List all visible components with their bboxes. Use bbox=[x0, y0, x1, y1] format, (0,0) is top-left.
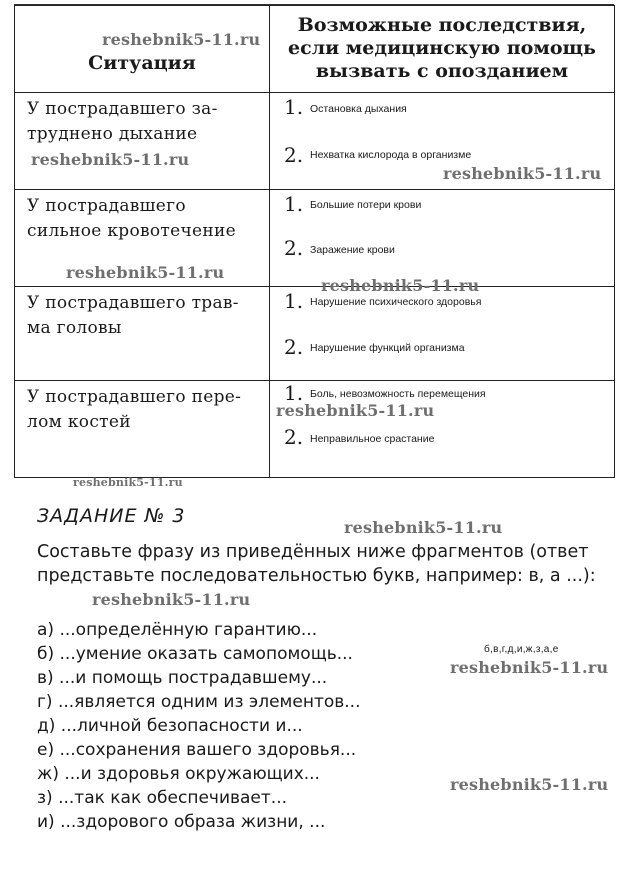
fragments-list bbox=[37, 618, 360, 834]
task-intro: Составьте фразу из приведённых ниже фрагментов (ответ представьте последовательностью букв, например: в, а ...): bbox=[37, 542, 596, 586]
list-item: ж) ...и здоровья окружающих... bbox=[37, 764, 320, 784]
list-item: е) ...сохранения вашего здоровья... bbox=[37, 740, 357, 760]
situation-cell: У пострадавшего сильное кровотечение bbox=[15, 190, 270, 287]
watermark: reshebnik5-11.ru bbox=[66, 263, 225, 282]
consequences-cell: 1. Боль, невозможность перемещения 2. Неправильное срастание bbox=[270, 381, 615, 478]
list-item: а) ...определённую гарантию... bbox=[37, 620, 318, 640]
consequences-cell: 1. Остановка дыхания 2. Нехватка кислорода в организме bbox=[270, 93, 615, 190]
list-item: и) ...здорового образа жизни, ... bbox=[37, 812, 326, 832]
watermark: reshebnik5-11.ru bbox=[92, 590, 251, 609]
situation-cell: У пострадавшего за- труднено дыхание bbox=[15, 93, 270, 190]
watermark: reshebnik5-11.ru bbox=[450, 658, 609, 677]
list-item: б) ...умение оказать самопомощь... bbox=[37, 644, 353, 664]
table-row bbox=[15, 381, 615, 478]
watermark: reshebnik5-11.ru bbox=[31, 150, 190, 169]
consequences-cell: 1. Большие потери крови 2. Заражение крови bbox=[270, 190, 615, 287]
watermark: reshebnik5-11.ru bbox=[344, 518, 503, 537]
situation-cell: У пострадавшего пере- лом костей bbox=[15, 381, 270, 478]
watermark: reshebnik5-11.ru bbox=[450, 775, 609, 794]
watermark: reshebnik5-11.ru bbox=[73, 476, 183, 489]
table-header-row bbox=[15, 6, 615, 93]
watermark: reshebnik5-11.ru bbox=[443, 164, 602, 183]
watermark: reshebnik5-11.ru bbox=[102, 30, 261, 49]
watermark: reshebnik5-11.ru bbox=[321, 276, 480, 295]
consequences-cell: 1. Нарушение психического здоровья 2. Нарушение функций организма bbox=[270, 287, 615, 381]
watermark: reshebnik5-11.ru bbox=[276, 401, 435, 420]
situation-cell: У пострадавшего трав- ма головы bbox=[15, 287, 270, 381]
list-item: д) ...личной безопасности и... bbox=[37, 716, 303, 736]
header-situation: Ситуация bbox=[15, 6, 270, 93]
list-item: в) ...и помощь пострадавшему... bbox=[37, 668, 328, 688]
task-title: ЗАДАНИЕ № 3 bbox=[37, 505, 186, 527]
list-item: г) ...является одним из элементов... bbox=[37, 692, 361, 712]
table-row bbox=[15, 287, 615, 381]
header-consequences: Возможные последствия, если медицинскую помощь вызвать с опозданием bbox=[270, 6, 615, 93]
list-item: з) ...так как обеспечивает... bbox=[37, 788, 288, 808]
answer-text: б,в,г,д,и,ж,з,а,е bbox=[484, 644, 559, 655]
